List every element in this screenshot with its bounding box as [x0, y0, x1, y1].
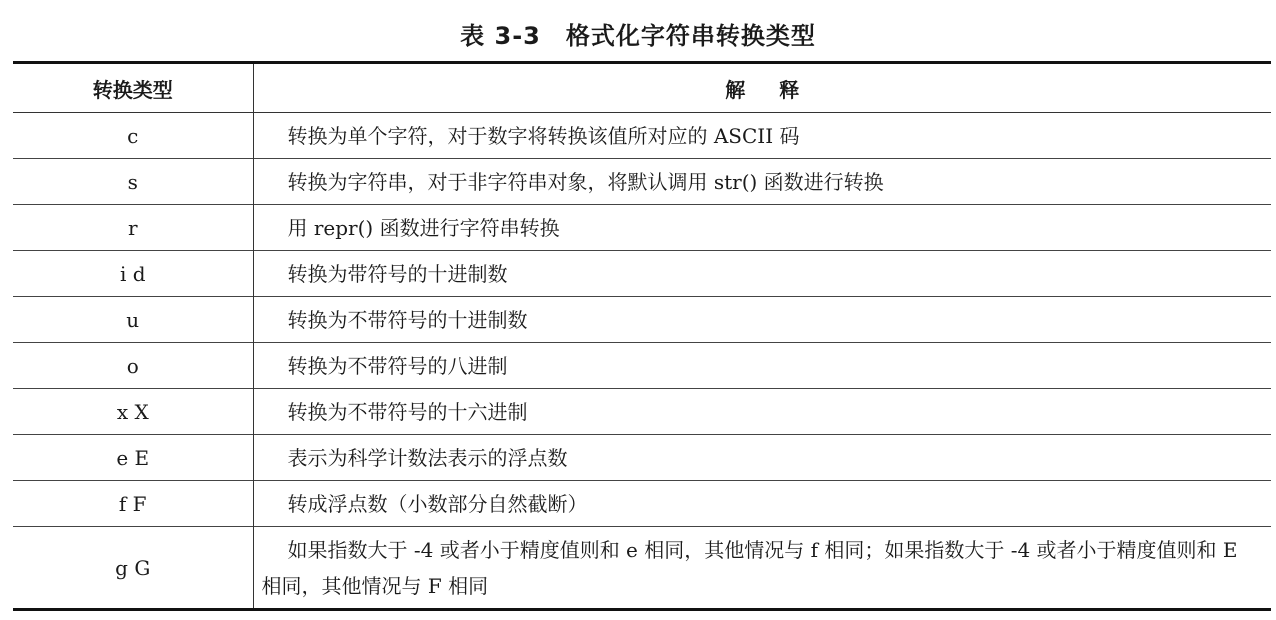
type-cell: x X: [13, 389, 253, 435]
type-cell: c: [13, 113, 253, 159]
conversion-types-table: [13, 61, 1271, 611]
table-row: [13, 481, 1271, 527]
table-row: [13, 251, 1271, 297]
type-cell: u: [13, 297, 253, 343]
table-row: [13, 159, 1271, 205]
type-cell: r: [13, 205, 253, 251]
type-cell: o: [13, 343, 253, 389]
header-description-label: 解释: [725, 77, 834, 102]
type-cell: s: [13, 159, 253, 205]
type-cell: g G: [13, 527, 253, 610]
table-body: [13, 113, 1271, 610]
description-cell: 转成浮点数（小数部分自然截断）: [287, 491, 588, 516]
header-row: [13, 63, 1271, 113]
table-row: [13, 297, 1271, 343]
description-cell: 用 repr() 函数进行字符串转换: [287, 215, 560, 240]
description-cell: 如果指数大于 -4 或者小于精度值则和 e 相同，其他情况与 f 相同；如果指数大于 -4 或者小于精度值则和 E 相同，其他情况与 F 相同: [261, 537, 1238, 598]
table-row: [13, 527, 1271, 610]
header-conversion-type: 转换类型: [13, 63, 253, 113]
type-cell: i d: [13, 251, 253, 297]
table-row: [13, 113, 1271, 159]
table-row: [13, 205, 1271, 251]
description-cell: 表示为科学计数法表示的浮点数: [287, 445, 568, 470]
description-cell: 转换为不带符号的十六进制: [287, 399, 528, 424]
table-header: [13, 63, 1271, 113]
description-cell: 转换为单个字符，对于数字将转换该值所对应的 ASCII 码: [287, 123, 800, 148]
table-row: [13, 389, 1271, 435]
table-row: [13, 435, 1271, 481]
table-caption: 表 3-3 格式化字符串转换类型: [460, 22, 816, 50]
description-cell: 转换为带符号的十进制数: [287, 261, 508, 286]
description-cell: 转换为字符串，对于非字符串对象，将默认调用 str() 函数进行转换: [287, 169, 884, 194]
description-cell: 转换为不带符号的十进制数: [287, 307, 528, 332]
type-cell: f F: [13, 481, 253, 527]
table-row: [13, 343, 1271, 389]
description-cell: 转换为不带符号的八进制: [287, 353, 508, 378]
type-cell: e E: [13, 435, 253, 481]
header-description: [253, 63, 1271, 113]
